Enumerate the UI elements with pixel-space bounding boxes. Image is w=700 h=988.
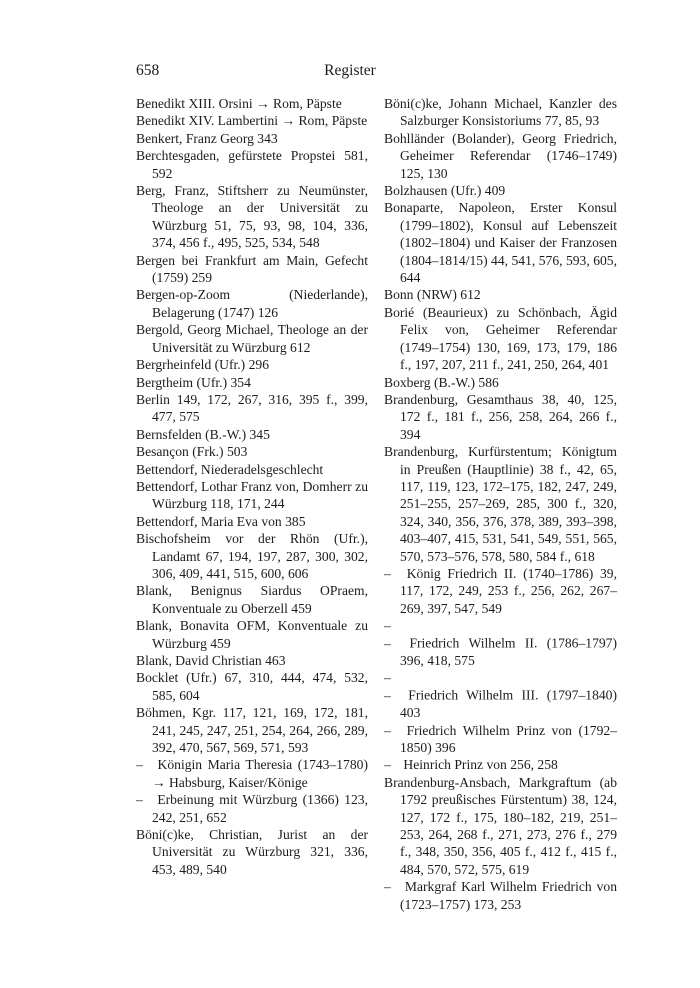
index-entry <box>136 112 368 129</box>
index-entry-text: Bohlländer (Bolander), Georg Friedrich, Geheimer Referendar (1746–1749) 125, 130 <box>384 130 617 181</box>
index-entry-text: Friedrich Wilhelm Prinz von (1792–1850) 396 <box>400 722 617 756</box>
index-entry <box>136 426 368 443</box>
index-entry <box>384 182 617 199</box>
index-entry-text: Bettendorf, Maria Eva von 385 <box>136 513 306 529</box>
index-entry <box>384 756 617 773</box>
index-entry <box>136 513 368 530</box>
index-entry <box>384 443 617 565</box>
index-entry-text: Friedrich Wilhelm II. (1786–1797) 396, 418, 575 <box>400 635 617 668</box>
index-entry-text: Bettendorf, Niederadelsgeschlecht <box>136 461 324 477</box>
index-entry <box>384 722 617 757</box>
index-entry <box>384 617 617 669</box>
index-entry-text: Berchtesgaden, gefürstete Propstei 581, 592 <box>136 148 368 181</box>
index-entry <box>136 826 368 878</box>
index-entry-text: Blank, Bonavita OFM, Konventuale zu Würzburg 459 <box>136 618 368 651</box>
index-column-right <box>384 95 617 913</box>
index-entry <box>136 617 368 652</box>
index-entry-text: Bernsfelden (B.-W.) 345 <box>136 426 270 442</box>
index-entry <box>136 252 368 287</box>
index-entry <box>384 130 617 182</box>
index-entry-text: Erbeinung mit Würzburg (1366) 123, 242, 251, 652 <box>152 792 368 825</box>
index-entry-text: Bonaparte, Napoleon, Erster Konsul (1799–1802), Konsul auf Lebenszeit (1802–1804) und Kaiser der Franzosen (1804–1814/15) 44, 541, 576, 593, 605, 644 <box>384 200 617 286</box>
index-entry <box>136 321 368 356</box>
index-entry-text: Benkert, Franz Georg 343 <box>136 130 278 146</box>
index-entry-text: Bergen bei Frankfurt am Main, Gefecht (1759) 259 <box>136 252 368 286</box>
subentry-dash: – <box>384 879 391 895</box>
index-entry <box>384 878 617 913</box>
index-entry-text: Bocklet (Ufr.) 67, 310, 444, 474, 532, 585, 604 <box>136 670 368 703</box>
index-entry-text: Bonn (NRW) 612 <box>384 287 481 303</box>
index-entry-text: Böhmen, Kgr. 117, 121, 169, 172, 181, 241, 245, 247, 251, 254, 264, 266, 289, 392, 470, 567, 569, 571, 593 <box>136 705 368 756</box>
index-column-left <box>136 95 368 878</box>
index-entry-text: Markgraf Karl Wilhelm Friedrich von (1723–1757) 173, 253 <box>400 879 617 912</box>
index-entry-text: Berlin 149, 172, 267, 316, 395 f., 399, 477, 575 <box>136 391 368 425</box>
index-entry <box>136 147 368 182</box>
index-entry <box>136 443 368 460</box>
index-entry-text: Borié (Beaurieux) zu Schönbach, Ägid Felix von, Geheimer Referendar (1749–1754) 130, 169, 173, 179, 186 f., 197, 207, 211 f., 241, 250, 264, 401 <box>384 304 617 373</box>
index-entry-text: Bischofsheim vor der Rhön (Ufr.), Landamt 67, 194, 197, 287, 300, 302, 306, 409, 441, 515, 600, 606 <box>136 531 368 581</box>
index-entry-text: Böni(c)ke, Johann Michael, Kanzler des Salzburger Konsistoriums 77, 85, 93 <box>384 96 617 129</box>
index-entry <box>136 530 368 582</box>
index-entry <box>384 199 617 286</box>
subentry-dash: – – <box>384 618 391 651</box>
index-entry-text: König Friedrich II. (1740–1786) 39, 117, 172, 249, 253 f., 256, 262, 267–269, 397, 547, 549 <box>400 565 617 616</box>
index-entry-text: Benedikt XIII. Orsini → Rom, Päpste <box>136 96 342 111</box>
index-entry-text: Blank, Benignus Siardus OPraem, Konventuale zu Oberzell 459 <box>136 583 368 616</box>
index-entry <box>136 582 368 617</box>
index-entry <box>136 461 368 478</box>
index-entry-text: Besançon (Frk.) 503 <box>136 444 248 460</box>
index-entry <box>384 565 617 617</box>
index-entry-text: Brandenburg, Gesamthaus 38, 40, 125, 172 f., 181 f., 256, 258, 264, 266 f., 394 <box>384 391 617 442</box>
index-entry-text: Heinrich Prinz von 256, 258 <box>403 757 558 773</box>
index-entry <box>136 756 368 791</box>
index-entry <box>384 669 617 721</box>
index-entry <box>136 286 368 321</box>
index-entry <box>136 130 368 147</box>
index-entry <box>136 182 368 252</box>
index-entry-text: Bettendorf, Lothar Franz von, Domherr zu Würzburg 118, 171, 244 <box>136 478 368 512</box>
subentry-dash: – <box>136 757 143 773</box>
running-head: Register <box>324 62 376 79</box>
index-entry <box>384 774 617 878</box>
index-entry <box>136 652 368 669</box>
index-entry-text: Bergen-op-Zoom (Niederlande), Belagerung (1747) 126 <box>136 287 368 320</box>
index-entry-text: Bergold, Georg Michael, Theologe an der Universität zu Würzburg 612 <box>136 322 368 355</box>
index-entry-text: Berg, Franz, Stiftsherr zu Neumünster, Theologe an der Universität zu Würzburg 51, 75, 93, 98, 104, 336, 374, 456 f., 495, 525, 534, 548 <box>136 183 368 251</box>
index-entry <box>136 356 368 373</box>
index-entry <box>384 286 617 303</box>
index-entry <box>384 304 617 374</box>
index-entry <box>136 478 368 513</box>
index-entry <box>136 374 368 391</box>
index-entry <box>384 391 617 443</box>
index-entry-text: Friedrich Wilhelm III. (1797–1840) 403 <box>400 687 617 721</box>
index-entry-text: Brandenburg-Ansbach, Markgraftum (ab 1792 preußisches Fürstentum) 38, 124, 127, 172 f., 175, 180–182, 219, 251–253, 264, 268 f., 271, 273, 276 f., 279 f., 348, 350, 356, 405 f., 412 f., 415 f., 484, 570, 572, 575, 619 <box>384 774 617 877</box>
index-entry-text: Bergrheinfeld (Ufr.) 296 <box>136 357 270 373</box>
index-entry <box>136 391 368 426</box>
index-entry-text: Brandenburg, Kurfürstentum; Königtum in Preußen (Hauptlinie) 38 f., 42, 65, 117, 119, 123, 172–175, 182, 247, 249, 251–255, 257–269, 285, 300 f., 320, 324, 340, 356, 376, 378, 389, 393–398, 403–407, 415, 531, 541, 549, 551, 565, 570, 573–576, 578, 580, 584 f., 618 <box>384 444 617 564</box>
page-number: 658 <box>136 62 160 79</box>
index-entry <box>384 95 617 130</box>
index-entry-text: Blank, David Christian 463 <box>136 653 286 668</box>
index-entry <box>136 669 368 704</box>
index-entry-text: Königin Maria Theresia (1743–1780) → Habsburg, Kaiser/Könige <box>152 757 368 790</box>
index-entry <box>136 95 368 112</box>
index-entry <box>384 374 617 391</box>
index-entry <box>136 791 368 826</box>
subentry-dash: – <box>384 757 391 773</box>
index-entry-text: Bolzhausen (Ufr.) 409 <box>384 183 506 199</box>
index-entry-text: Boxberg (B.-W.) 586 <box>384 374 499 390</box>
subentry-dash: – <box>136 792 143 808</box>
subentry-dash: – <box>384 565 391 581</box>
subentry-dash: – <box>384 722 391 738</box>
subentry-dash: – – <box>384 670 391 703</box>
index-entry <box>136 704 368 756</box>
index-entry-text: Bergtheim (Ufr.) 354 <box>136 374 251 390</box>
index-entry-text: Böni(c)ke, Christian, Jurist an der Universität zu Würzburg 321, 336, 453, 489, 540 <box>136 827 368 877</box>
index-entry-text: Benedikt XIV. Lambertini → Rom, Päpste <box>136 113 368 129</box>
